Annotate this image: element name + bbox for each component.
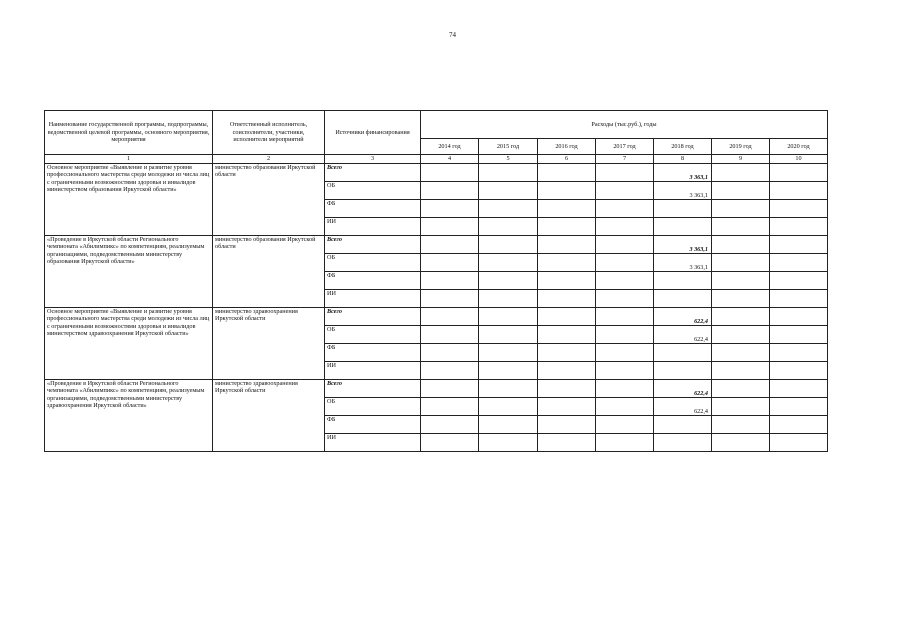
value-cell xyxy=(479,434,538,452)
value-cell xyxy=(421,416,479,434)
value-cell xyxy=(770,416,828,434)
value-cell xyxy=(770,308,828,326)
funding-source: ОБ xyxy=(325,398,421,416)
value-2018: 3 363,1 xyxy=(654,164,712,182)
value-2018 xyxy=(654,290,712,308)
funding-source: ФБ xyxy=(325,200,421,218)
value-cell xyxy=(479,182,538,200)
value-cell xyxy=(479,326,538,344)
value-2018: 3 363,1 xyxy=(654,254,712,272)
value-cell xyxy=(421,362,479,380)
value-cell xyxy=(479,308,538,326)
value-cell xyxy=(596,164,654,182)
value-cell xyxy=(596,308,654,326)
value-cell xyxy=(770,380,828,398)
funding-source: ОБ xyxy=(325,254,421,272)
funding-source: ИИ xyxy=(325,218,421,236)
expenses-table xyxy=(44,110,828,452)
value-cell xyxy=(538,236,596,254)
value-cell xyxy=(596,326,654,344)
funding-source: ФБ xyxy=(325,344,421,362)
value-cell xyxy=(596,362,654,380)
value-cell xyxy=(479,344,538,362)
col-number: 5 xyxy=(479,155,538,164)
funding-source: Всего xyxy=(325,164,421,182)
table-row xyxy=(45,380,828,398)
value-cell xyxy=(538,344,596,362)
value-cell xyxy=(479,200,538,218)
value-cell xyxy=(712,398,770,416)
value-cell xyxy=(712,344,770,362)
page-number: 74 xyxy=(449,31,456,39)
value-cell xyxy=(770,434,828,452)
value-cell xyxy=(596,200,654,218)
value-2018: 3 363,1 xyxy=(654,182,712,200)
value-cell xyxy=(479,218,538,236)
value-cell xyxy=(770,344,828,362)
value-cell xyxy=(421,200,479,218)
year-2014: 2014 год xyxy=(421,139,479,155)
header-executor: Ответственный исполнитель, соисполнители, участники, исполнители мероприятий xyxy=(213,111,325,155)
value-cell xyxy=(479,398,538,416)
value-cell xyxy=(421,290,479,308)
year-2017: 2017 год xyxy=(596,139,654,155)
activity-name: «Проведение в Иркутской области Регионального чемпионата «Абилимпикс» по компетенциям, реализуемым организациями, подведомственными министерству здравоохранения Иркутской области» xyxy=(45,380,213,452)
value-cell xyxy=(770,290,828,308)
header-expenses: Расходы (тыс.руб.), годы xyxy=(421,111,828,139)
value-cell xyxy=(596,380,654,398)
funding-source: ФБ xyxy=(325,416,421,434)
value-2018 xyxy=(654,416,712,434)
value-cell xyxy=(479,290,538,308)
year-2016: 2016 год xyxy=(538,139,596,155)
col-number: 1 xyxy=(45,155,213,164)
funding-source: ОБ xyxy=(325,326,421,344)
value-cell xyxy=(421,254,479,272)
value-2018: 622,4 xyxy=(654,380,712,398)
funding-source: Всего xyxy=(325,308,421,326)
value-cell xyxy=(479,272,538,290)
value-cell xyxy=(596,434,654,452)
value-2018: 622,4 xyxy=(654,308,712,326)
value-cell xyxy=(596,290,654,308)
activity-executor: министерство здравоохранения Иркутской области xyxy=(213,308,325,380)
value-cell xyxy=(770,164,828,182)
year-2018: 2018 год xyxy=(654,139,712,155)
value-cell xyxy=(712,218,770,236)
value-cell xyxy=(712,326,770,344)
value-2018 xyxy=(654,434,712,452)
value-cell xyxy=(712,434,770,452)
value-cell xyxy=(770,182,828,200)
value-cell xyxy=(538,398,596,416)
value-cell xyxy=(712,362,770,380)
value-2018 xyxy=(654,272,712,290)
year-2020: 2020 год xyxy=(770,139,828,155)
value-cell xyxy=(712,164,770,182)
value-cell xyxy=(479,416,538,434)
value-cell xyxy=(421,434,479,452)
value-cell xyxy=(770,326,828,344)
value-cell xyxy=(538,272,596,290)
value-cell xyxy=(421,218,479,236)
value-cell xyxy=(770,362,828,380)
value-cell xyxy=(596,272,654,290)
activity-executor: министерство здравоохранения Иркутской области xyxy=(213,380,325,452)
value-2018: 622,4 xyxy=(654,398,712,416)
year-2019: 2019 год xyxy=(712,139,770,155)
value-2018 xyxy=(654,362,712,380)
header-source: Источники финансирования xyxy=(325,111,421,155)
value-cell xyxy=(712,416,770,434)
value-cell xyxy=(770,254,828,272)
value-cell xyxy=(596,218,654,236)
table-row xyxy=(45,236,828,254)
value-cell xyxy=(538,416,596,434)
value-cell xyxy=(538,254,596,272)
funding-source: ФБ xyxy=(325,272,421,290)
value-2018 xyxy=(654,200,712,218)
funding-source: ИИ xyxy=(325,434,421,452)
col-number: 3 xyxy=(325,155,421,164)
value-2018 xyxy=(654,218,712,236)
table-row xyxy=(45,308,828,326)
value-cell xyxy=(596,236,654,254)
value-cell xyxy=(596,182,654,200)
table-row xyxy=(45,164,828,182)
value-cell xyxy=(712,200,770,218)
value-cell xyxy=(538,200,596,218)
value-cell xyxy=(712,272,770,290)
value-2018 xyxy=(654,344,712,362)
activity-name: Основное мероприятие «Выявление и развитие уровня профессионального мастерства среди молодежи из числа лиц с ограниченными возможностями здоровья и инвалидов министерством образования Иркутской области» xyxy=(45,164,213,236)
col-number: 4 xyxy=(421,155,479,164)
col-number: 6 xyxy=(538,155,596,164)
value-cell xyxy=(479,254,538,272)
value-cell xyxy=(538,362,596,380)
value-cell xyxy=(421,272,479,290)
value-cell xyxy=(538,326,596,344)
value-cell xyxy=(596,416,654,434)
funding-source: Всего xyxy=(325,380,421,398)
value-cell xyxy=(538,380,596,398)
value-cell xyxy=(596,398,654,416)
value-cell xyxy=(770,398,828,416)
col-number: 7 xyxy=(596,155,654,164)
activity-executor: министерство образования Иркутской области xyxy=(213,236,325,308)
value-cell xyxy=(538,182,596,200)
value-cell xyxy=(770,200,828,218)
col-number: 9 xyxy=(712,155,770,164)
header-name: Наименование государственной программы, подпрограммы, ведомственной целевой программы, основного мероприятия, мероприятия xyxy=(45,111,213,155)
value-cell xyxy=(479,164,538,182)
funding-source: Всего xyxy=(325,236,421,254)
value-cell xyxy=(421,164,479,182)
value-2018: 3 363,1 xyxy=(654,236,712,254)
value-cell xyxy=(479,236,538,254)
value-cell xyxy=(421,326,479,344)
value-cell xyxy=(538,308,596,326)
year-2015: 2015 год xyxy=(479,139,538,155)
value-cell xyxy=(712,290,770,308)
col-number: 8 xyxy=(654,155,712,164)
value-cell xyxy=(421,344,479,362)
value-cell xyxy=(479,362,538,380)
value-cell xyxy=(538,164,596,182)
value-cell xyxy=(712,380,770,398)
value-cell xyxy=(712,236,770,254)
value-cell xyxy=(770,236,828,254)
value-cell xyxy=(770,272,828,290)
col-number: 10 xyxy=(770,155,828,164)
value-cell xyxy=(712,254,770,272)
value-cell xyxy=(421,398,479,416)
col-number: 2 xyxy=(213,155,325,164)
value-cell xyxy=(538,434,596,452)
funding-source: ОБ xyxy=(325,182,421,200)
value-cell xyxy=(712,308,770,326)
value-cell xyxy=(770,218,828,236)
value-cell xyxy=(596,254,654,272)
funding-source: ИИ xyxy=(325,290,421,308)
value-cell xyxy=(712,182,770,200)
activity-name: «Проведение в Иркутской области Регионального чемпионата «Абилимпикс» по компетенциям, реализуемым организациями, подведомственными министерству образования Иркутской области» xyxy=(45,236,213,308)
value-cell xyxy=(538,290,596,308)
funding-source: ИИ xyxy=(325,362,421,380)
value-cell xyxy=(479,380,538,398)
value-2018: 622,4 xyxy=(654,326,712,344)
activity-executor: министерство образования Иркутской области xyxy=(213,164,325,236)
activity-name: Основное мероприятие «Выявление и развитие уровня профессионального мастерства среди молодежи из числа лиц с ограниченными возможностями здоровья и инвалидов министерством здравоохранения Иркутской области» xyxy=(45,308,213,380)
value-cell xyxy=(596,344,654,362)
value-cell xyxy=(421,182,479,200)
value-cell xyxy=(538,218,596,236)
value-cell xyxy=(421,236,479,254)
value-cell xyxy=(421,308,479,326)
value-cell xyxy=(421,380,479,398)
